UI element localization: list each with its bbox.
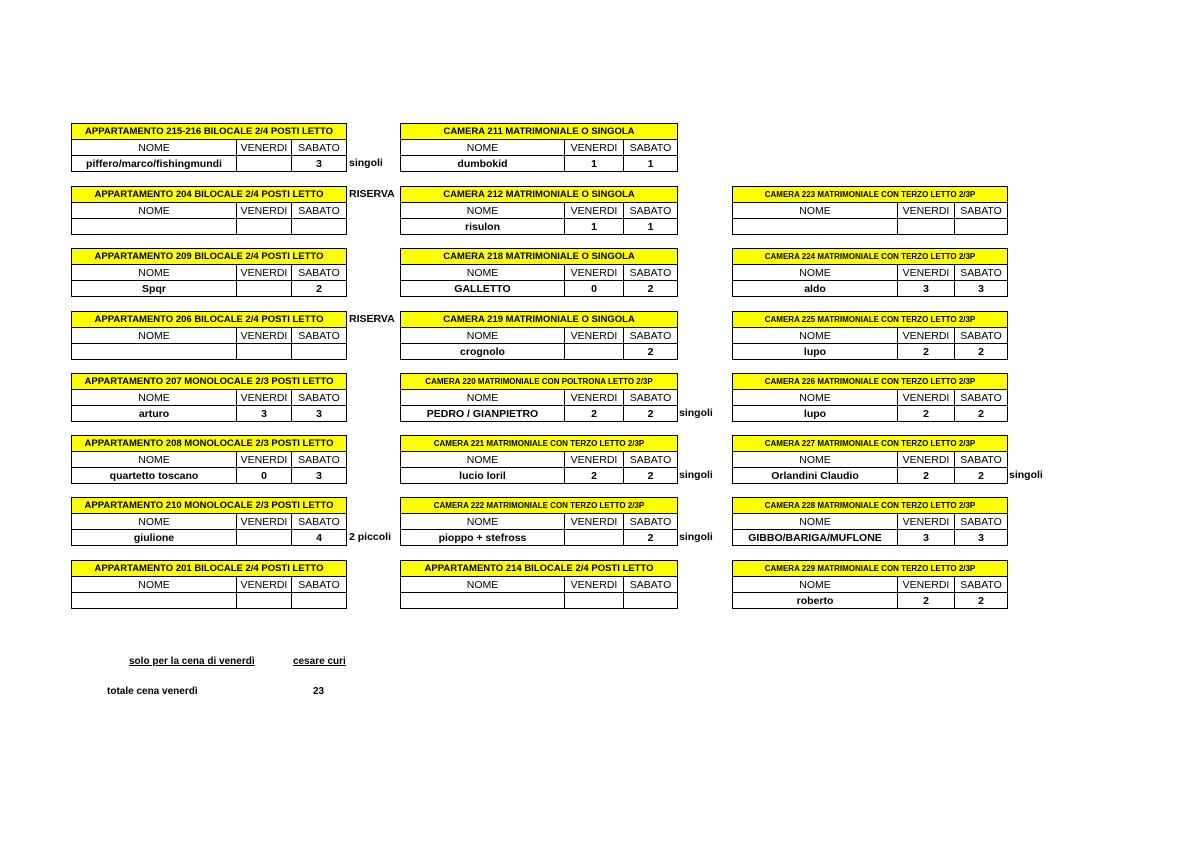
room-table — [400, 435, 678, 484]
room-title: APPARTAMENTO 207 MONOLOCALE 2/3 POSTI LETTO — [72, 374, 347, 390]
saturday-count-cell — [292, 593, 347, 609]
column-header-sabato: SABATO — [292, 328, 347, 344]
column-header-venerdi: VENERDI — [565, 203, 624, 219]
column-header-sabato: SABATO — [292, 514, 347, 530]
room-title: CAMERA 212 MATRIMONIALE O SINGOLA — [401, 187, 678, 203]
column-header-sabato: SABATO — [292, 140, 347, 156]
column-header-sabato: SABATO — [292, 452, 347, 468]
column-header-sabato: SABATO — [292, 203, 347, 219]
room-title: CAMERA 221 MATRIMONIALE CON TERZO LETTO 2/3P — [401, 436, 678, 452]
room-note: singoli — [679, 531, 713, 543]
guest-name-cell: GALLETTO — [401, 281, 565, 297]
saturday-count-cell: 1 — [624, 219, 678, 235]
friday-count-cell — [565, 344, 624, 360]
room-table — [71, 497, 347, 546]
saturday-count-cell: 2 — [955, 406, 1008, 422]
column-header-sabato: SABATO — [624, 265, 678, 281]
guest-name-cell — [733, 219, 898, 235]
friday-count-cell: 0 — [565, 281, 624, 297]
guest-name-cell: risulon — [401, 219, 565, 235]
saturday-count-cell: 3 — [955, 530, 1008, 546]
column-header-sabato: SABATO — [292, 265, 347, 281]
column-header-venerdi: VENERDI — [237, 265, 292, 281]
room-title: APPARTAMENTO 214 BILOCALE 2/4 POSTI LETTO — [401, 561, 678, 577]
guest-name-cell — [72, 593, 237, 609]
room-title: APPARTAMENTO 201 BILOCALE 2/4 POSTI LETTO — [72, 561, 347, 577]
guest-name-cell: arturo — [72, 406, 237, 422]
saturday-count-cell — [624, 593, 678, 609]
room-table — [400, 373, 678, 422]
column-header-sabato: SABATO — [624, 390, 678, 406]
room-title: CAMERA 227 MATRIMONIALE CON TERZO LETTO 2/3P — [733, 436, 1008, 452]
guest-name-cell: PEDRO / GIANPIETRO — [401, 406, 565, 422]
guest-name-cell: giulione — [72, 530, 237, 546]
room-table — [400, 123, 678, 172]
friday-count-cell: 3 — [237, 406, 292, 422]
saturday-count-cell: 2 — [955, 344, 1008, 360]
friday-count-cell — [898, 219, 955, 235]
column-header-sabato: SABATO — [955, 452, 1008, 468]
room-title: APPARTAMENTO 206 BILOCALE 2/4 POSTI LETTO — [72, 312, 347, 328]
room-table — [732, 186, 1008, 235]
saturday-count-cell: 1 — [624, 156, 678, 172]
room-note: RISERVA — [349, 188, 395, 200]
column-header-sabato: SABATO — [624, 452, 678, 468]
column-header-venerdi: VENERDI — [565, 452, 624, 468]
saturday-count-cell: 4 — [292, 530, 347, 546]
column-header-nome: NOME — [401, 452, 565, 468]
guest-name-cell — [72, 344, 237, 360]
guest-name-cell — [72, 219, 237, 235]
column-header-venerdi: VENERDI — [565, 390, 624, 406]
column-header-venerdi: VENERDI — [898, 514, 955, 530]
column-header-venerdi: VENERDI — [565, 265, 624, 281]
guest-name-cell: lupo — [733, 406, 898, 422]
room-note: RISERVA — [349, 313, 395, 325]
column-header-sabato: SABATO — [624, 328, 678, 344]
column-header-venerdi: VENERDI — [898, 265, 955, 281]
column-header-nome: NOME — [733, 577, 898, 593]
column-header-nome: NOME — [72, 328, 237, 344]
column-header-nome: NOME — [72, 203, 237, 219]
guest-name-cell: pioppo + stefross — [401, 530, 565, 546]
friday-count-cell: 1 — [565, 219, 624, 235]
room-note: singoli — [679, 469, 713, 481]
room-title: CAMERA 222 MATRIMONIALE CON TERZO LETTO 2/3P — [401, 498, 678, 514]
saturday-count-cell: 2 — [624, 406, 678, 422]
friday-dinner-guest-name: cesare curi — [293, 656, 346, 667]
column-header-sabato: SABATO — [624, 577, 678, 593]
column-header-venerdi: VENERDI — [898, 203, 955, 219]
column-header-venerdi: VENERDI — [237, 577, 292, 593]
room-table — [400, 311, 678, 360]
column-header-sabato: SABATO — [292, 577, 347, 593]
friday-count-cell — [237, 219, 292, 235]
room-note: singoli — [349, 157, 383, 169]
column-header-venerdi: VENERDI — [898, 577, 955, 593]
column-header-venerdi: VENERDI — [237, 514, 292, 530]
saturday-count-cell: 3 — [292, 468, 347, 484]
column-header-sabato: SABATO — [292, 390, 347, 406]
guest-name-cell: aldo — [733, 281, 898, 297]
friday-count-cell: 2 — [898, 593, 955, 609]
column-header-nome: NOME — [401, 328, 565, 344]
column-header-nome: NOME — [401, 140, 565, 156]
room-table — [732, 373, 1008, 422]
room-title: CAMERA 223 MATRIMONIALE CON TERZO LETTO 2/3P — [733, 187, 1008, 203]
room-title: APPARTAMENTO 204 BILOCALE 2/4 POSTI LETTO — [72, 187, 347, 203]
friday-count-cell — [237, 593, 292, 609]
room-title: CAMERA 218 MATRIMONIALE O SINGOLA — [401, 249, 678, 265]
column-header-venerdi: VENERDI — [237, 140, 292, 156]
column-header-nome: NOME — [401, 265, 565, 281]
column-header-venerdi: VENERDI — [237, 452, 292, 468]
column-header-nome: NOME — [401, 514, 565, 530]
column-header-nome: NOME — [733, 203, 898, 219]
guest-name-cell: lucio loril — [401, 468, 565, 484]
column-header-nome: NOME — [72, 140, 237, 156]
column-header-venerdi: VENERDI — [898, 390, 955, 406]
saturday-count-cell — [292, 219, 347, 235]
saturday-count-cell: 3 — [292, 406, 347, 422]
room-note: 2 piccoli — [349, 531, 392, 543]
column-header-venerdi: VENERDI — [565, 140, 624, 156]
column-header-nome: NOME — [72, 577, 237, 593]
room-table — [732, 497, 1008, 546]
friday-dinner-total-value: 23 — [313, 686, 325, 697]
saturday-count-cell: 2 — [955, 593, 1008, 609]
room-table — [71, 560, 347, 609]
column-header-venerdi: VENERDI — [237, 390, 292, 406]
column-header-nome: NOME — [72, 390, 237, 406]
column-header-nome: NOME — [401, 577, 565, 593]
guest-name-cell — [401, 593, 565, 609]
column-header-nome: NOME — [733, 328, 898, 344]
room-table — [400, 560, 678, 609]
saturday-count-cell: 3 — [955, 281, 1008, 297]
friday-count-cell: 2 — [898, 468, 955, 484]
guest-name-cell: GIBBO/BARIGA/MUFLONE — [733, 530, 898, 546]
column-header-nome: NOME — [733, 452, 898, 468]
friday-count-cell: 2 — [565, 406, 624, 422]
room-title: APPARTAMENTO 208 MONOLOCALE 2/3 POSTI LETTO — [72, 436, 347, 452]
saturday-count-cell: 2 — [292, 281, 347, 297]
room-title: CAMERA 211 MATRIMONIALE O SINGOLA — [401, 124, 678, 140]
column-header-sabato: SABATO — [955, 328, 1008, 344]
column-header-sabato: SABATO — [624, 140, 678, 156]
friday-count-cell — [237, 281, 292, 297]
column-header-sabato: SABATO — [955, 265, 1008, 281]
guest-name-cell: crognolo — [401, 344, 565, 360]
friday-dinner-only-label: solo per la cena di venerdì — [129, 656, 255, 667]
friday-count-cell: 2 — [898, 344, 955, 360]
room-table — [400, 248, 678, 297]
column-header-nome: NOME — [733, 514, 898, 530]
column-header-nome: NOME — [72, 514, 237, 530]
column-header-sabato: SABATO — [624, 514, 678, 530]
column-header-sabato: SABATO — [624, 203, 678, 219]
guest-name-cell: Spqr — [72, 281, 237, 297]
guest-name-cell: Orlandini Claudio — [733, 468, 898, 484]
room-table — [732, 435, 1008, 484]
friday-count-cell: 3 — [898, 281, 955, 297]
friday-count-cell: 0 — [237, 468, 292, 484]
room-table — [732, 311, 1008, 360]
column-header-sabato: SABATO — [955, 390, 1008, 406]
saturday-count-cell: 2 — [955, 468, 1008, 484]
column-header-venerdi: VENERDI — [237, 203, 292, 219]
saturday-count-cell — [955, 219, 1008, 235]
room-title: CAMERA 224 MATRIMONIALE CON TERZO LETTO 2/3P — [733, 249, 1008, 265]
room-title: APPARTAMENTO 209 BILOCALE 2/4 POSTI LETTO — [72, 249, 347, 265]
guest-name-cell: dumbokid — [401, 156, 565, 172]
friday-count-cell: 1 — [565, 156, 624, 172]
column-header-nome: NOME — [401, 390, 565, 406]
room-title: CAMERA 229 MATRIMONIALE CON TERZO LETTO 2/3P — [733, 561, 1008, 577]
friday-count-cell — [237, 344, 292, 360]
saturday-count-cell: 2 — [624, 344, 678, 360]
column-header-venerdi: VENERDI — [565, 514, 624, 530]
room-title: CAMERA 228 MATRIMONIALE CON TERZO LETTO 2/3P — [733, 498, 1008, 514]
room-table — [71, 123, 347, 172]
saturday-count-cell: 3 — [292, 156, 347, 172]
column-header-nome: NOME — [733, 265, 898, 281]
friday-count-cell — [565, 530, 624, 546]
column-header-sabato: SABATO — [955, 577, 1008, 593]
room-note: singoli — [679, 407, 713, 419]
friday-count-cell: 2 — [898, 406, 955, 422]
column-header-sabato: SABATO — [955, 514, 1008, 530]
room-table — [71, 248, 347, 297]
saturday-count-cell: 2 — [624, 281, 678, 297]
column-header-venerdi: VENERDI — [898, 452, 955, 468]
column-header-venerdi: VENERDI — [898, 328, 955, 344]
room-table — [71, 435, 347, 484]
friday-count-cell: 2 — [565, 468, 624, 484]
friday-count-cell — [237, 156, 292, 172]
friday-count-cell — [565, 593, 624, 609]
room-title: APPARTAMENTO 215-216 BILOCALE 2/4 POSTI LETTO — [72, 124, 347, 140]
room-title: CAMERA 219 MATRIMONIALE O SINGOLA — [401, 312, 678, 328]
saturday-count-cell: 2 — [624, 530, 678, 546]
room-table — [71, 311, 347, 360]
friday-dinner-total-label: totale cena venerdì — [107, 686, 198, 697]
friday-count-cell — [237, 530, 292, 546]
room-table — [400, 186, 678, 235]
column-header-nome: NOME — [72, 265, 237, 281]
column-header-sabato: SABATO — [955, 203, 1008, 219]
column-header-nome: NOME — [72, 452, 237, 468]
friday-count-cell: 3 — [898, 530, 955, 546]
column-header-nome: NOME — [401, 203, 565, 219]
saturday-count-cell — [292, 344, 347, 360]
room-note: singoli — [1009, 469, 1043, 481]
column-header-venerdi: VENERDI — [237, 328, 292, 344]
guest-name-cell: quartetto toscano — [72, 468, 237, 484]
room-title: CAMERA 226 MATRIMONIALE CON TERZO LETTO 2/3P — [733, 374, 1008, 390]
column-header-nome: NOME — [733, 390, 898, 406]
room-table — [400, 497, 678, 546]
room-table — [71, 373, 347, 422]
room-title: CAMERA 220 MATRIMONIALE CON POLTRONA LETTO 2/3P — [401, 374, 678, 390]
room-table — [71, 186, 347, 235]
room-title: APPARTAMENTO 210 MONOLOCALE 2/3 POSTI LETTO — [72, 498, 347, 514]
guest-name-cell: roberto — [733, 593, 898, 609]
guest-name-cell: lupo — [733, 344, 898, 360]
room-table — [732, 560, 1008, 609]
guest-name-cell: piffero/marco/fishingmundi — [72, 156, 237, 172]
room-title: CAMERA 225 MATRIMONIALE CON TERZO LETTO 2/3P — [733, 312, 1008, 328]
column-header-venerdi: VENERDI — [565, 577, 624, 593]
column-header-venerdi: VENERDI — [565, 328, 624, 344]
room-table — [732, 248, 1008, 297]
saturday-count-cell: 2 — [624, 468, 678, 484]
